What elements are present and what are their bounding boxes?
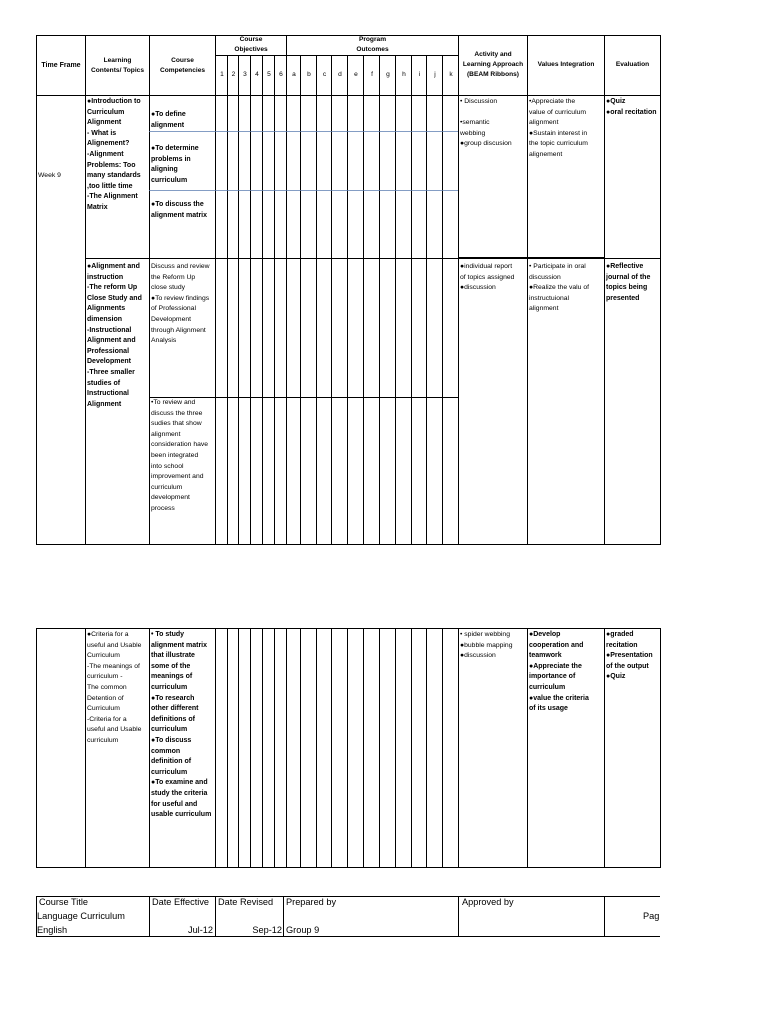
outcome-letter: i (418, 71, 421, 78)
text-line: ●group discusion (460, 140, 512, 148)
text-line: ●To discuss the (151, 201, 204, 208)
competency1a-cell (151, 110, 215, 131)
text-line: • spider webbing (460, 631, 510, 638)
text-line: definition of (151, 758, 192, 766)
approved-by-label: Approved by (462, 897, 514, 907)
text-line: -The Alignment (87, 193, 138, 201)
text-line: aligning (151, 166, 178, 174)
text-line: Alignment (87, 119, 122, 127)
text-line: discuss the three (151, 409, 203, 417)
header-activity-1: Activity and (474, 51, 512, 58)
text-line: -Instructional (87, 326, 132, 334)
text-line: ●Develop (529, 631, 561, 638)
text-line: alignment (151, 121, 185, 129)
text-line: The common (87, 683, 127, 691)
text-line: common (151, 747, 181, 755)
text-line: •To review and (151, 399, 196, 406)
text-line: curriculum (87, 736, 119, 744)
text-line: ●individual report (460, 263, 513, 270)
date-revised-value: Sep-12 (252, 925, 282, 935)
text-line (460, 108, 527, 119)
evaluation1-cell (606, 97, 660, 118)
competency1b-cell (151, 144, 215, 186)
prepared-by-value: Group 9 (286, 925, 320, 935)
text-line: curriculum (151, 726, 188, 734)
text-line: ●discussion (460, 284, 496, 292)
text-line: alignment matrix (151, 211, 208, 219)
text-line: ●Realize the valu of (529, 284, 590, 292)
text-line: • To study (151, 631, 185, 638)
evaluation3-cell (606, 630, 660, 683)
text-line: study the criteria (151, 789, 208, 797)
text-line: discussion (529, 273, 561, 281)
text-line: Alignement? (87, 140, 130, 148)
text-line: definitions of (151, 715, 195, 723)
header-learning-contents-1: Learning (103, 57, 132, 64)
text-line: Curriculum (87, 108, 125, 116)
competency1c-cell (151, 200, 215, 221)
text-line: usable curriculum (151, 811, 212, 819)
text-line: Professional (87, 347, 130, 355)
header-course-objectives-2: Objectives (234, 46, 268, 53)
text-line: alignment (529, 305, 559, 313)
text-line: of Professional (151, 305, 196, 313)
header-time-frame: Time Frame (41, 62, 81, 69)
outcome-letter: b (307, 71, 311, 78)
outcome-letter: f (371, 71, 373, 78)
topic3-cell (87, 630, 149, 747)
text-line: problems in (151, 155, 191, 163)
date-effective-value: Jul-12 (187, 925, 213, 935)
text-line: curriculum (151, 176, 188, 184)
text-line: the topic curriculum (529, 140, 588, 148)
text-line: ●To determine (151, 145, 199, 152)
values1-cell (529, 97, 604, 161)
text-line: curriculum (529, 683, 566, 691)
text-line: ●Presentation (606, 652, 653, 660)
text-line: -Three smaller (87, 368, 135, 376)
text-line: of topics assigned (460, 273, 515, 281)
text-line: that illustrate (151, 652, 195, 660)
prepared-by-label: Prepared by (286, 897, 337, 907)
text-line: cooperation and (529, 641, 584, 649)
text-line: • Participate in oral (529, 263, 586, 270)
objective-number: 5 (267, 71, 271, 78)
text-line: -Alignment (87, 150, 124, 158)
values2-cell (529, 262, 604, 315)
text-line: improvement and (151, 473, 204, 481)
text-line: through Alignment (151, 326, 206, 334)
text-line: •semantic (460, 119, 490, 127)
header-activity-2: Learning Approach (462, 61, 524, 68)
outcome-letter: d (338, 71, 342, 78)
text-line: close study (151, 284, 186, 292)
text-line: for useful and (151, 800, 198, 808)
text-line: Development (151, 315, 192, 323)
text-line: -The reform Up (87, 284, 138, 292)
text-line: ●Sustain interest in (529, 129, 588, 137)
page-label: Pag (643, 911, 660, 921)
text-line: ●To define (151, 111, 186, 118)
text-line: dimension (87, 315, 123, 323)
text-line: of the output (606, 662, 649, 670)
text-line: curriculum - (87, 673, 123, 681)
text-line: consideration have (151, 441, 209, 449)
text-line: Alignment and (87, 337, 136, 345)
text-line: Close Study and (87, 294, 142, 302)
text-line: useful and Usable (87, 641, 142, 649)
competency2b-cell (151, 398, 215, 515)
topic2-cell (87, 262, 149, 410)
text-line: ●discussion (460, 652, 496, 660)
activity2-cell (460, 262, 527, 294)
objective-number: 4 (255, 71, 259, 78)
outcome-letter: c (322, 71, 327, 78)
text-line: ●oral recitation (606, 108, 657, 116)
text-line: recitation (606, 641, 638, 649)
text-line: studies of (87, 379, 121, 387)
text-line: instruction (87, 273, 124, 281)
outcome-letter: g (386, 71, 390, 78)
text-line: Problems: Too (87, 161, 136, 169)
text-line: Curriculum (87, 652, 120, 660)
competency3-cell (151, 630, 215, 821)
outcome-letter: a (292, 71, 296, 78)
course-title-label: Course Title (39, 897, 89, 907)
header-course-competencies-2: Competencies (159, 67, 206, 74)
text-line: webbing (460, 129, 486, 137)
text-line: ●Quiz (606, 98, 626, 105)
text-line: process (151, 504, 175, 512)
text-line: ●Appreciate the (529, 662, 582, 670)
objective-number: 6 (279, 71, 283, 78)
activity3-cell (460, 630, 527, 662)
objective-number: 2 (231, 71, 236, 78)
header-program-outcomes-1: Program (358, 36, 387, 43)
text-line: -The meanings of (87, 662, 140, 670)
course-title-value-2: English (37, 925, 68, 935)
text-line: alignement (529, 150, 563, 158)
text-line: value of curriculum (529, 108, 587, 116)
header-evaluation: Evaluation (615, 61, 650, 68)
header-activity-3: (BEAM Ribbons) (466, 71, 519, 78)
objective-number: 3 (243, 71, 247, 78)
text-line: Discuss and review (151, 263, 210, 270)
text-line: - What is (87, 129, 117, 137)
text-line: Curriculum (87, 705, 120, 713)
objective-number: 1 (220, 71, 224, 78)
text-line: ●Quiz (606, 673, 626, 681)
text-line: alignment matrix (151, 641, 208, 649)
text-line: Instructional (87, 390, 130, 398)
competency2a-cell (151, 262, 215, 347)
week-label: Week 9 (38, 172, 61, 179)
values3-cell (529, 630, 604, 715)
text-line: sudies that show (151, 420, 202, 428)
header-learning-contents-2: Contents/ Topics (91, 67, 144, 74)
text-line: been integrated (151, 451, 199, 459)
text-line: ●To research (151, 694, 195, 702)
text-line: Detention of (87, 694, 124, 702)
text-line: many standards (87, 172, 141, 180)
text-line: presented (606, 294, 640, 302)
text-line: of its usage (529, 705, 568, 713)
text-line: ●bubble mapping (460, 641, 513, 649)
text-line: teamwork (529, 652, 562, 660)
text-line: curriculum (151, 483, 183, 491)
text-line: ●To review findings (151, 294, 210, 302)
text-line: ●Criteria for a (87, 631, 129, 638)
header-course-objectives-1: Course (239, 36, 263, 43)
text-line: ●Alignment and (87, 263, 140, 270)
text-line: ●Reflective (606, 263, 644, 270)
text-line: the Reform Up (151, 273, 196, 281)
text-line: Alignments (87, 305, 126, 313)
outcome-letter: j (434, 71, 436, 78)
text-line: Development (87, 358, 131, 366)
text-line: journal of the (606, 273, 651, 281)
text-line: alignment (151, 430, 181, 438)
course-title-value-1: Language Curriculum (37, 911, 125, 921)
header-course-competencies-1: Course (171, 57, 194, 64)
header-values-integration: Values Integration (537, 61, 595, 68)
outcome-letter: k (449, 71, 453, 78)
topic1-cell (87, 97, 149, 214)
text-line: into school (151, 462, 184, 470)
activity1-cell (460, 97, 527, 150)
text-line: importance of (529, 673, 576, 681)
text-line: ●To examine and (151, 779, 208, 787)
text-line: ●Introduction to (87, 98, 141, 105)
text-line: -Criteria for a (87, 715, 127, 723)
text-line: ●To discuss (151, 736, 192, 744)
text-line: instructuional (529, 294, 570, 302)
text-line: meanings of (151, 673, 193, 681)
header-program-outcomes-2: Outcomes (356, 46, 389, 53)
outcome-letter: h (402, 71, 406, 78)
text-line: alignment (529, 119, 559, 127)
text-line: ●graded (606, 631, 634, 638)
text-line: Matrix (87, 203, 108, 211)
text-line: Alignment (87, 400, 122, 408)
text-line: •Appreciate the (529, 98, 576, 105)
text-line: other different (151, 705, 199, 713)
date-effective-label: Date Effective (152, 897, 210, 907)
text-line: • Discussion (460, 98, 498, 105)
text-line: curriculum (151, 683, 188, 691)
outcome-letter: e (354, 71, 358, 78)
date-revised-label: Date Revised (218, 897, 274, 907)
text-line: ,too little time (87, 182, 133, 190)
text-line: ●value the criteria (529, 694, 589, 702)
text-line: some of the (151, 662, 191, 670)
text-line: useful and Usable (87, 726, 142, 734)
text-line: curriculum (151, 768, 188, 776)
text-line: development (151, 494, 190, 502)
text-line: topics being (606, 284, 648, 292)
text-line: Analysis (151, 337, 177, 345)
evaluation2-cell (606, 262, 660, 304)
